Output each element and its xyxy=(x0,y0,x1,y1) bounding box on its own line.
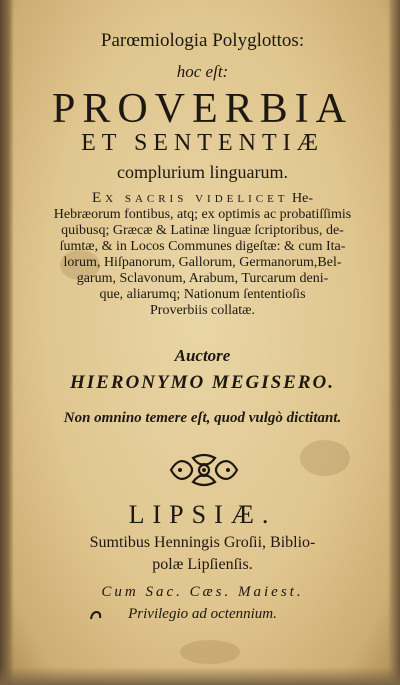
page-edge-bottom xyxy=(0,667,400,685)
body-line: garum, Sclavonum, Arabum, Turcarum deni- xyxy=(76,271,329,286)
body-line: Hebræorum fontibus, atq; ex optimis ac probatiſſimis xyxy=(53,207,352,222)
paper-stain xyxy=(180,640,240,664)
body-lead-tail: He- xyxy=(292,191,314,206)
subtitle: Parœmiologia Polyglottos: xyxy=(100,30,305,51)
title-line-1: PROVERBIA xyxy=(51,86,354,132)
privilege-line-2: Privilegio ad octennium. xyxy=(128,606,277,622)
description-paragraph xyxy=(40,190,365,319)
page-edge-right xyxy=(388,0,400,685)
auctore-label: Auctore xyxy=(174,346,231,365)
imprint-line-2: polæ Lipſienſis. xyxy=(152,556,253,573)
city: LIPSIÆ. xyxy=(128,500,277,529)
title-line-3: complurium linguarum. xyxy=(117,162,288,182)
title-line-2: ET SENTENTIÆ xyxy=(81,130,324,156)
ornament-icon xyxy=(165,450,243,490)
privilege-line-1: Cum Sac. Cæs. Maiest. xyxy=(101,584,304,600)
page-edge-left xyxy=(0,0,14,685)
author-name: HIERONYMO MEGISERO. xyxy=(70,372,335,393)
motto: Non omnino temere eſt, quod vulgò dictitant. xyxy=(63,410,342,426)
printer-mark-icon xyxy=(90,610,102,620)
body-line: lorum, Hiſpanorum, Gallorum, Germanorum,Bel- xyxy=(63,255,342,270)
paper-stain xyxy=(300,440,350,476)
body-lead: Ex sacris videlicet xyxy=(91,190,289,206)
hoc-est: hoc eſt: xyxy=(176,62,229,81)
body-line: Proverbiis collatæ. xyxy=(150,303,255,318)
imprint-line-1: Sumtibus Henningis Groſii, Biblio- xyxy=(89,534,316,551)
body-line: que, aliarumq; Nationum ſententioſis xyxy=(99,287,306,302)
body-line: quibusq; Græcæ & Latinæ linguæ ſcriptoribus, de- xyxy=(61,223,344,238)
body-line: ſumtæ, & in Locos Communes digeſtæ: & cum Ita- xyxy=(59,239,346,254)
